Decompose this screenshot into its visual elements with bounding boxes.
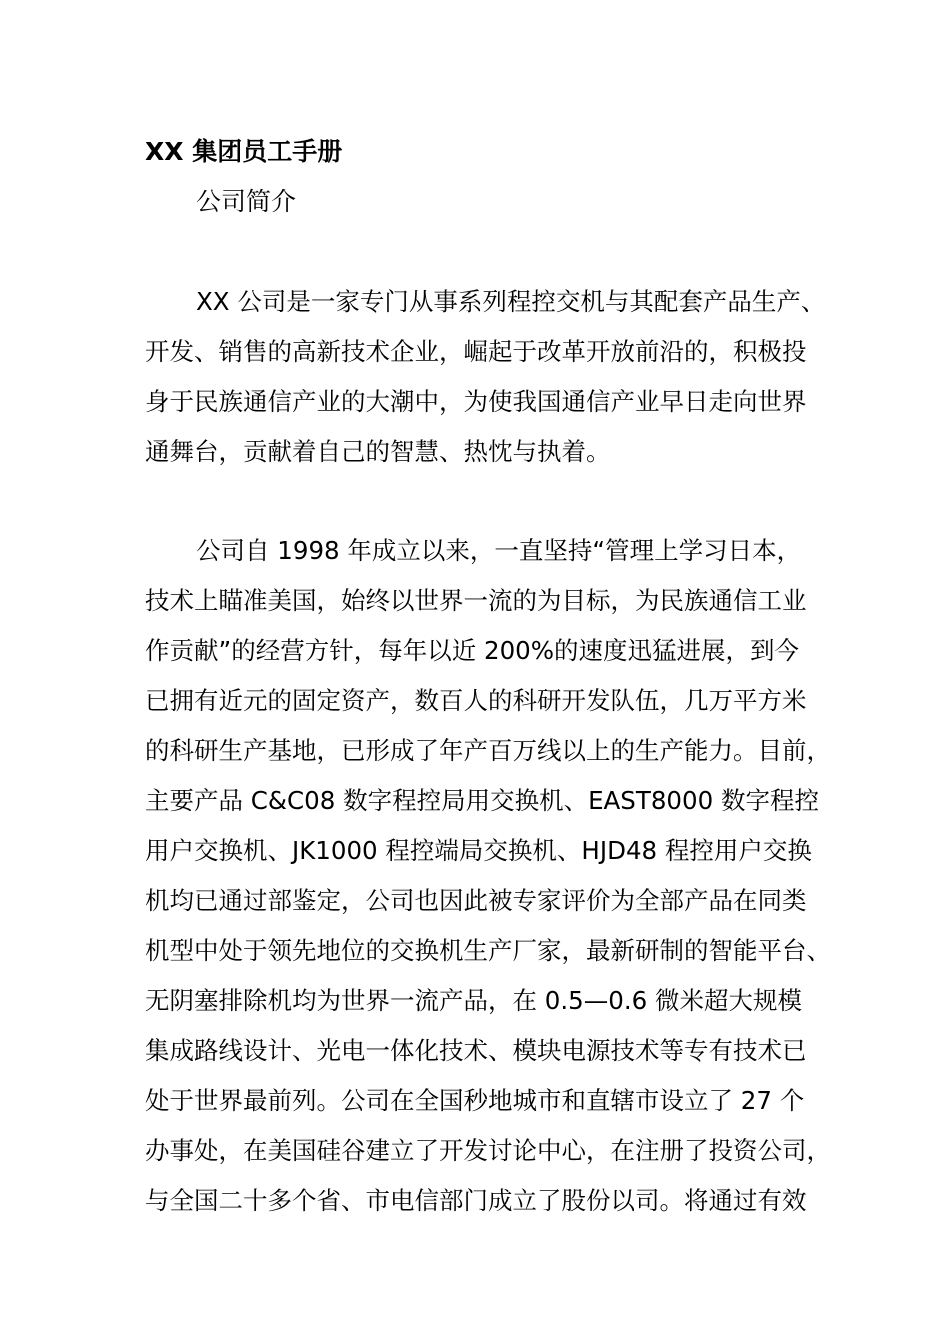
paragraph-line: 身于民族通信产业的大潮中，为使我国通信产业早日走向世界 <box>145 387 807 416</box>
paragraph-line: 技术上瞄准美国，始终以世界一流的为目标，为民族通信工业 <box>145 586 807 615</box>
paragraph-line: 的科研生产基地，已形成了年产百万线以上的生产能力。目前， <box>145 736 831 765</box>
paragraph-company-history <box>145 526 865 1226</box>
section-heading: 公司简介 <box>196 187 297 216</box>
paragraph-line: 集成路线设计、光电一体化技术、模块电源技术等专有技术已 <box>145 1036 807 1065</box>
paragraph-line: XX 公司是一家专门从事系列程控交机与其配套产品生产、 <box>196 287 826 316</box>
paragraph-line: 主要产品 C&C08 数字程控局用交换机、EAST8000 数字程控 <box>145 786 819 815</box>
paragraph-line: 作贡献”的经营方针，每年以近 200%的速度迅猛进展，到今 <box>145 636 800 665</box>
paragraph-line: 无阴塞排除机均为世界一流产品，在 0.5—0.6 微米超大规模 <box>145 986 802 1015</box>
paragraph-line: 处于世界最前列。公司在全国秒地城市和直辖市设立了 27 个 <box>145 1086 805 1115</box>
paragraph-line: 公司自 1998 年成立以来，一直坚持“管理上学习日本， <box>196 536 802 565</box>
paragraph-line: 用户交换机、JK1000 程控端局交换机、HJD48 程控用户交换 <box>145 836 812 865</box>
paragraph-line: 已拥有近元的固定资产，数百人的科研开发队伍，几万平方米 <box>145 686 807 715</box>
paragraph-line: 机型中处于领先地位的交换机生产厂家，最新研制的智能平台、 <box>145 936 831 965</box>
paragraph-line: 机均已通过部鉴定，公司也因此被专家评价为全部产品在同类 <box>145 886 807 915</box>
document-title: XX 集团员工手册 <box>145 137 343 166</box>
paragraph-line: 通舞台，贡献着自己的智慧、热忱与执着。 <box>145 437 611 466</box>
paragraph-line: 开发、销售的高新技术企业，崛起于改革开放前沿的，积极投 <box>145 337 807 366</box>
paragraph-company-intro <box>145 277 865 477</box>
paragraph-line: 与全国二十多个省、市电信部门成立了股份以司。将通过有效 <box>145 1186 807 1215</box>
paragraph-line: 办事处，在美国硅谷建立了开发讨论中心，在注册了投资公司， <box>145 1136 831 1165</box>
